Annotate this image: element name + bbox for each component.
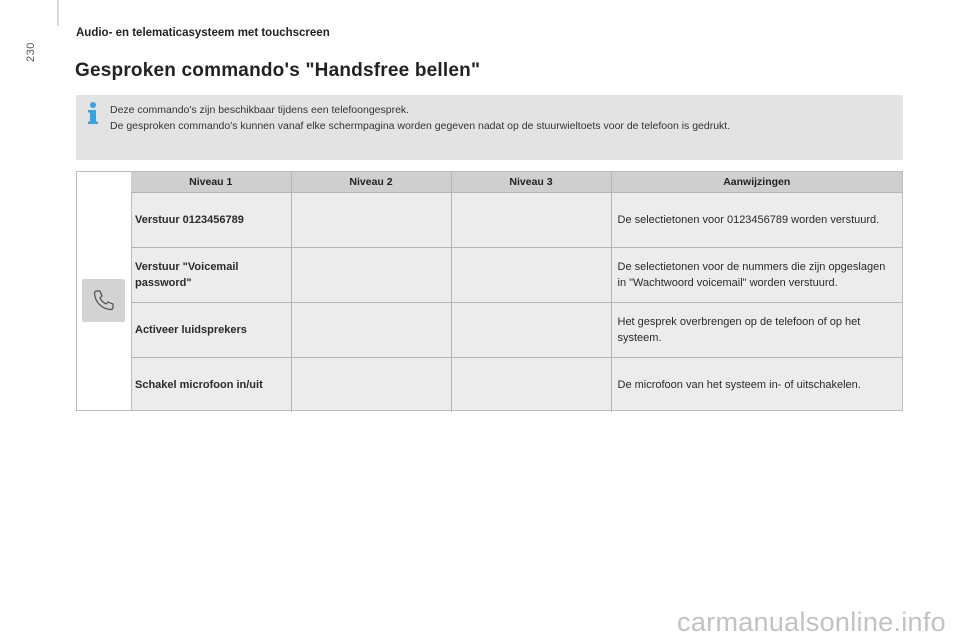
level1-cell: Activeer luidsprekers [131, 303, 291, 358]
watermark: carmanualsonline.info [677, 607, 946, 637]
info-box [76, 95, 903, 160]
level1-cell: Verstuur 0123456789 [131, 193, 291, 248]
table-row [131, 248, 902, 303]
info-line: Deze commando's zijn beschikbaar tijdens een telefoongesprek. [110, 104, 410, 116]
level2-cell [291, 358, 451, 413]
note-cell: De selectietonen voor 0123456789 worden verstuurd. [611, 193, 902, 248]
table-header-row [131, 172, 902, 193]
running-header: Audio- en telematicasysteem met touchscreen [76, 27, 330, 39]
table-row [131, 193, 902, 248]
section-title: Gesproken commando's "Handsfree bellen" [75, 60, 481, 81]
note-cell: De microfoon van het systeem in- of uitschakelen. [617, 379, 861, 391]
table-row [131, 358, 902, 413]
info-line: De gesproken commando's kunnen vanaf elke schermpagina worden gegeven nadat op de stuurwieltoets voor de telefoon is gedrukt. [110, 120, 731, 132]
note-cell: De selectietonen voor de nummers die zijn opgeslagen in "Wachtwoord voicemail" worden verstuurd. [611, 248, 902, 303]
level3-cell [451, 193, 611, 248]
level2-cell [291, 248, 451, 303]
level2-cell [291, 193, 451, 248]
col-header-notes: Aanwijzingen [611, 172, 902, 193]
level1-cell: Verstuur "Voicemail password" [131, 248, 291, 303]
col-header-level2: Niveau 2 [291, 172, 451, 193]
voice-command-table [76, 171, 903, 411]
icon-column [77, 172, 132, 410]
col-header-level1: Niveau 1 [131, 172, 291, 193]
level1-cell: Schakel microfoon in/uit [131, 358, 291, 413]
info-icon [86, 101, 100, 127]
phone-tile [82, 279, 125, 322]
margin-rule [57, 0, 59, 26]
level2-cell [291, 303, 451, 358]
command-table [131, 172, 902, 412]
note-cell: Het gesprek overbrengen op de telefoon of op het systeem. [611, 303, 902, 358]
level3-cell [451, 358, 611, 413]
col-header-level3: Niveau 3 [451, 172, 611, 193]
table-row [131, 303, 902, 358]
page-number: 230 [25, 42, 37, 62]
level3-cell [451, 248, 611, 303]
info-text [110, 102, 895, 134]
level3-cell [451, 303, 611, 358]
